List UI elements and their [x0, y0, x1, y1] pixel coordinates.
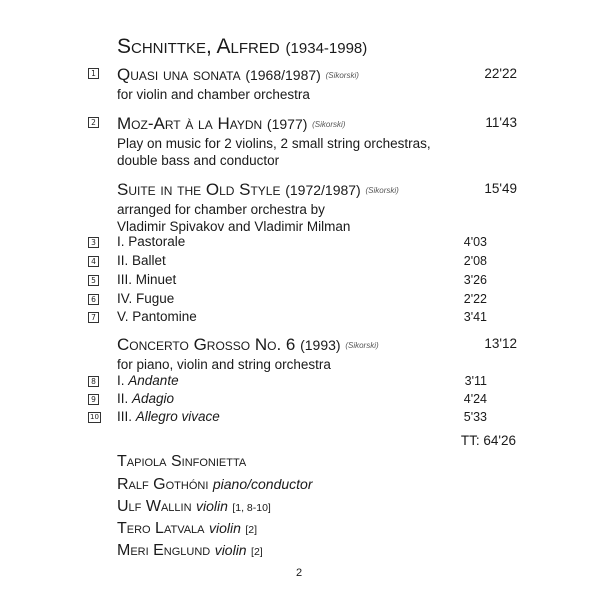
movement-name: Allegro vivace: [135, 409, 220, 424]
movement-name: V. Pantomine: [117, 309, 197, 324]
work-entry: [117, 334, 517, 373]
track-number-box: 3: [88, 237, 99, 248]
performer-tracks: [2]: [251, 546, 263, 558]
work-publisher: (Sikorski): [312, 120, 346, 129]
track-number-box: 4: [88, 256, 99, 267]
work-title: [117, 113, 517, 135]
page-number: 2: [296, 567, 303, 579]
work-year: (1968/1987): [245, 67, 321, 83]
work-description: for piano, violin and string orchestra: [117, 357, 331, 372]
composer-name: Schnittke, Alfred: [117, 35, 280, 58]
work-title-text: Suite in the Old Style: [117, 180, 281, 199]
movement-duration: 4'03: [463, 235, 487, 249]
composer-header: [117, 34, 367, 62]
movement-row: [117, 233, 487, 251]
performer-line: [117, 474, 313, 495]
work-duration: 15'49: [484, 181, 517, 196]
movement-row: [117, 372, 487, 390]
movement-duration: 2'22: [463, 292, 487, 306]
track-number-box: 7: [88, 312, 99, 323]
work-publisher: (Sikorski): [345, 341, 379, 350]
work-title-text: Moz-Art à la Haydn: [117, 114, 263, 133]
track-number-box: 9: [88, 394, 99, 405]
performer-name: Tero Latvala: [117, 520, 205, 537]
work-title: [117, 334, 517, 356]
track-number-box: 2: [88, 117, 99, 128]
work-title: [117, 179, 517, 201]
work-entry: [117, 179, 517, 235]
performer-name: Ulf Wallin: [117, 498, 192, 515]
work-publisher: (Sikorski): [365, 186, 399, 195]
work-description: for violin and chamber orchestra: [117, 87, 310, 102]
work-year: (1993): [300, 337, 341, 353]
movement-row: [117, 390, 487, 408]
work-title: [117, 64, 517, 86]
work-entry: [117, 113, 517, 169]
movement-row: [117, 271, 487, 289]
performer-role: piano/conductor: [212, 476, 313, 492]
track-number-box: 10: [88, 412, 101, 423]
performer-line: [117, 540, 263, 562]
work-title-text: Quasi una sonata: [117, 65, 241, 84]
movement-name: Adagio: [132, 391, 175, 406]
work-description: arranged for chamber orchestra by: [117, 202, 325, 217]
work-year: (1972/1987): [285, 182, 361, 198]
movement-row: [117, 408, 487, 426]
total-time: TT: 64'26: [460, 433, 516, 448]
movement-number: III.: [117, 409, 133, 424]
work-duration: 13'12: [484, 336, 517, 351]
performer-name: Meri Englund: [117, 542, 211, 559]
movement-duration: 4'24: [463, 392, 487, 406]
track-number-box: 6: [88, 294, 99, 305]
work-description: Vladimir Spivakov and Vladimir Milman: [117, 219, 351, 234]
movement-name: II. Ballet: [117, 253, 166, 268]
performer-name: Tapiola Sinfonietta: [117, 453, 247, 470]
movement-row: [117, 252, 487, 270]
movement-duration: 5'33: [463, 410, 487, 424]
performer-line: [117, 496, 271, 518]
movement-duration: 3'11: [464, 374, 487, 388]
movement-number: II.: [117, 391, 129, 406]
performer-tracks: [1, 8-10]: [232, 502, 271, 514]
movement-name: I. Pastorale: [117, 234, 186, 249]
performer-role: violin: [195, 498, 228, 514]
movement-name: III. Minuet: [117, 272, 177, 287]
composer-dates: (1934-1998): [285, 40, 368, 57]
movement-duration: 2'08: [463, 254, 487, 268]
track-number-box: 8: [88, 376, 99, 387]
track-number-box: 1: [88, 68, 99, 79]
work-entry: [117, 64, 517, 103]
performer-line: [117, 452, 246, 472]
movement-row: [117, 308, 487, 326]
movement-duration: 3'41: [463, 310, 487, 324]
work-duration: 11'43: [485, 115, 517, 130]
movement-duration: 3'26: [463, 273, 487, 287]
performer-name: Ralf Gothóni: [117, 476, 209, 493]
movement-number: I.: [117, 373, 125, 388]
track-number-box: 5: [88, 275, 99, 286]
work-description: Play on music for 2 violins, 2 small string orchestras,: [117, 136, 431, 151]
performer-tracks: [2]: [245, 524, 258, 536]
performer-role: violin: [214, 542, 247, 558]
movement-name: Andante: [128, 373, 179, 388]
movement-name: IV. Fugue: [117, 291, 175, 306]
work-title-text: Concerto Grosso No. 6: [117, 335, 296, 354]
work-publisher: (Sikorski): [325, 71, 359, 80]
movement-row: [117, 290, 487, 308]
performer-role: violin: [208, 520, 241, 536]
work-duration: 22'22: [484, 66, 517, 81]
work-description: double bass and conductor: [117, 153, 280, 168]
work-year: (1977): [266, 116, 308, 132]
performer-line: [117, 518, 257, 540]
